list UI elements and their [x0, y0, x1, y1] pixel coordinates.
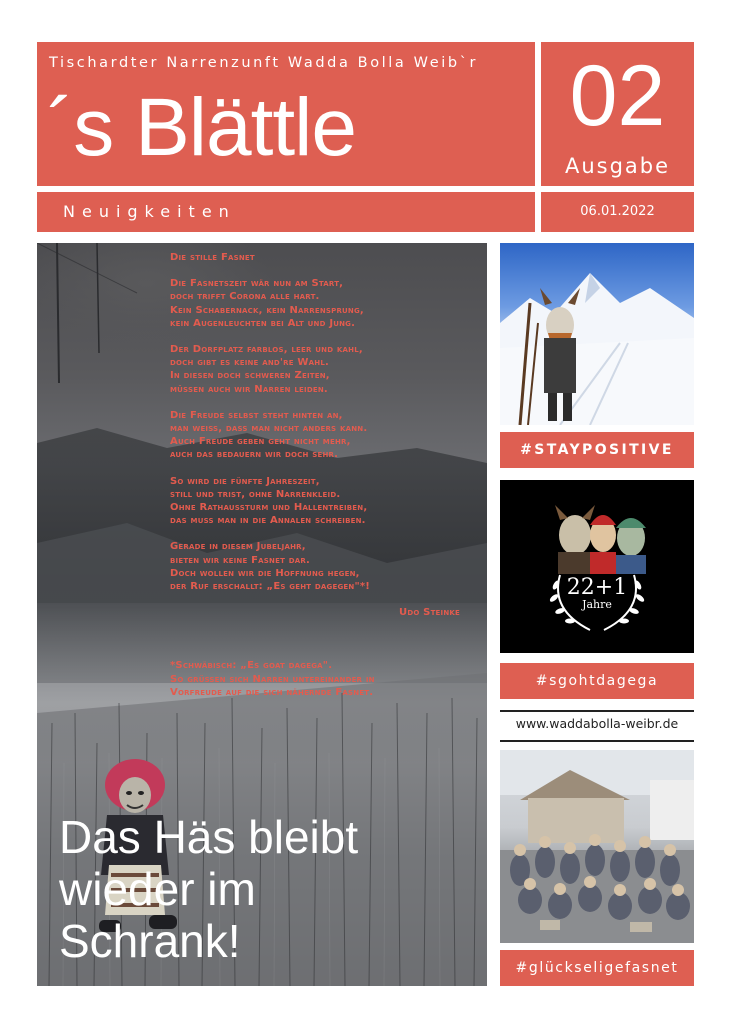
footnote-line: Vorfreude auf die sich nähernde Fasnet.	[170, 686, 374, 698]
headline-line: wieder im	[59, 863, 256, 915]
poem-line: doch trifft Corona alle hart.	[170, 291, 320, 303]
poem-line: Kein Schabernack, kein Narrensprung,	[170, 304, 364, 316]
issue-block	[541, 42, 694, 186]
poem-stanza	[170, 277, 480, 330]
hashtag-text: #sgohtdagega	[535, 673, 659, 689]
poem-line: Der Dorfplatz farblos, leer und kahl,	[170, 344, 363, 356]
poem-line: Ohne Rathaussturm und Hallentreiben,	[170, 502, 368, 514]
poem-line: Doch wollen wir die Hoffnung hegen,	[170, 567, 360, 579]
poem-line: müssen auch wir Narren leiden.	[170, 383, 328, 395]
footnote-line: So grüßen sich Narren untereinander in	[170, 673, 375, 685]
issue-date: 06.01.2022	[580, 204, 655, 219]
forest-photo	[37, 243, 487, 986]
organization-name: Tischardter Narrenzunft Wadda Bolla Weib`r	[49, 55, 479, 71]
poem-stanza	[170, 475, 480, 528]
website-link[interactable]: www.waddabolla-weibr.de	[515, 716, 679, 731]
section-bar	[37, 192, 535, 232]
masthead-title-block	[37, 42, 535, 186]
poem-line: bieten wir keine Fasnet dar.	[170, 554, 310, 566]
poem-line: Die Fasnetszeit wär nun am Start,	[170, 278, 344, 290]
poem-line: Gerade in diesem Jubeljahr,	[170, 541, 306, 553]
poem-stanza	[170, 540, 480, 593]
hashtag-text: #glückseligefasnet	[515, 960, 679, 976]
divider-bottom	[500, 740, 694, 742]
snow-mountain-scene	[500, 243, 694, 425]
main-headline	[59, 811, 358, 967]
anniversary-graphic	[500, 480, 694, 653]
poem-line: doch gibt es keine and're Wahl.	[170, 357, 329, 369]
headline-line: Schrank!	[59, 915, 241, 967]
poem-line: das muss man in die Annalen schreiben.	[170, 515, 366, 527]
divider-top	[500, 710, 694, 712]
poem-line: still und trist, ohne Narrenkleid.	[170, 488, 341, 500]
poem-stanza	[170, 343, 480, 396]
poem-title: Die stille Fasnet	[170, 252, 255, 263]
newsletter-title: ´s Blättle	[47, 82, 356, 173]
date-bar	[541, 192, 694, 232]
group-scene	[500, 750, 694, 943]
anniversary-label: Jahre	[582, 598, 612, 611]
poem-line: kein Augenleuchten bei Alt und Jung.	[170, 317, 356, 329]
footnote-line: *Schwäbisch: „Es goat dagega".	[170, 660, 333, 672]
hashtag-gluckseligefasnet	[500, 950, 694, 986]
hashtag-text: #STAYPOSITIVE	[520, 442, 674, 458]
issue-label: Ausgabe	[564, 154, 671, 178]
hashtag-stay-positive	[500, 432, 694, 468]
anniversary-number: 22+1	[566, 575, 628, 600]
anniversary-badge	[500, 480, 694, 653]
poem-line: Auch Freude geben geht nicht mehr,	[170, 436, 351, 448]
poem-line: So wird die fünfte Jahreszeit,	[170, 475, 320, 487]
section-label: Neuigkeiten	[63, 202, 236, 221]
poem-line: Die Freude selbst steht hinten an,	[170, 409, 343, 421]
hashtag-sgohtdagega	[500, 663, 694, 699]
poem-line: In diesen doch schweren Zeiten,	[170, 370, 330, 382]
issue-number: 02	[569, 48, 666, 144]
poem-line: auch das bedauern wir doch sehr.	[170, 449, 339, 461]
group-photo	[500, 750, 694, 943]
poem-line: der Ruf erschallt: „Es geht dagegen"*!	[170, 581, 371, 593]
poem-footnote	[170, 659, 480, 699]
poem-author: Udo Steinke	[399, 607, 460, 619]
poem-block	[170, 251, 480, 699]
headline-line: Das Häs bleibt	[59, 811, 359, 863]
poem-line: man weiß, dass man nicht anders kann.	[170, 423, 368, 435]
snow-mountain-photo	[500, 243, 694, 425]
poem-stanza	[170, 409, 480, 462]
